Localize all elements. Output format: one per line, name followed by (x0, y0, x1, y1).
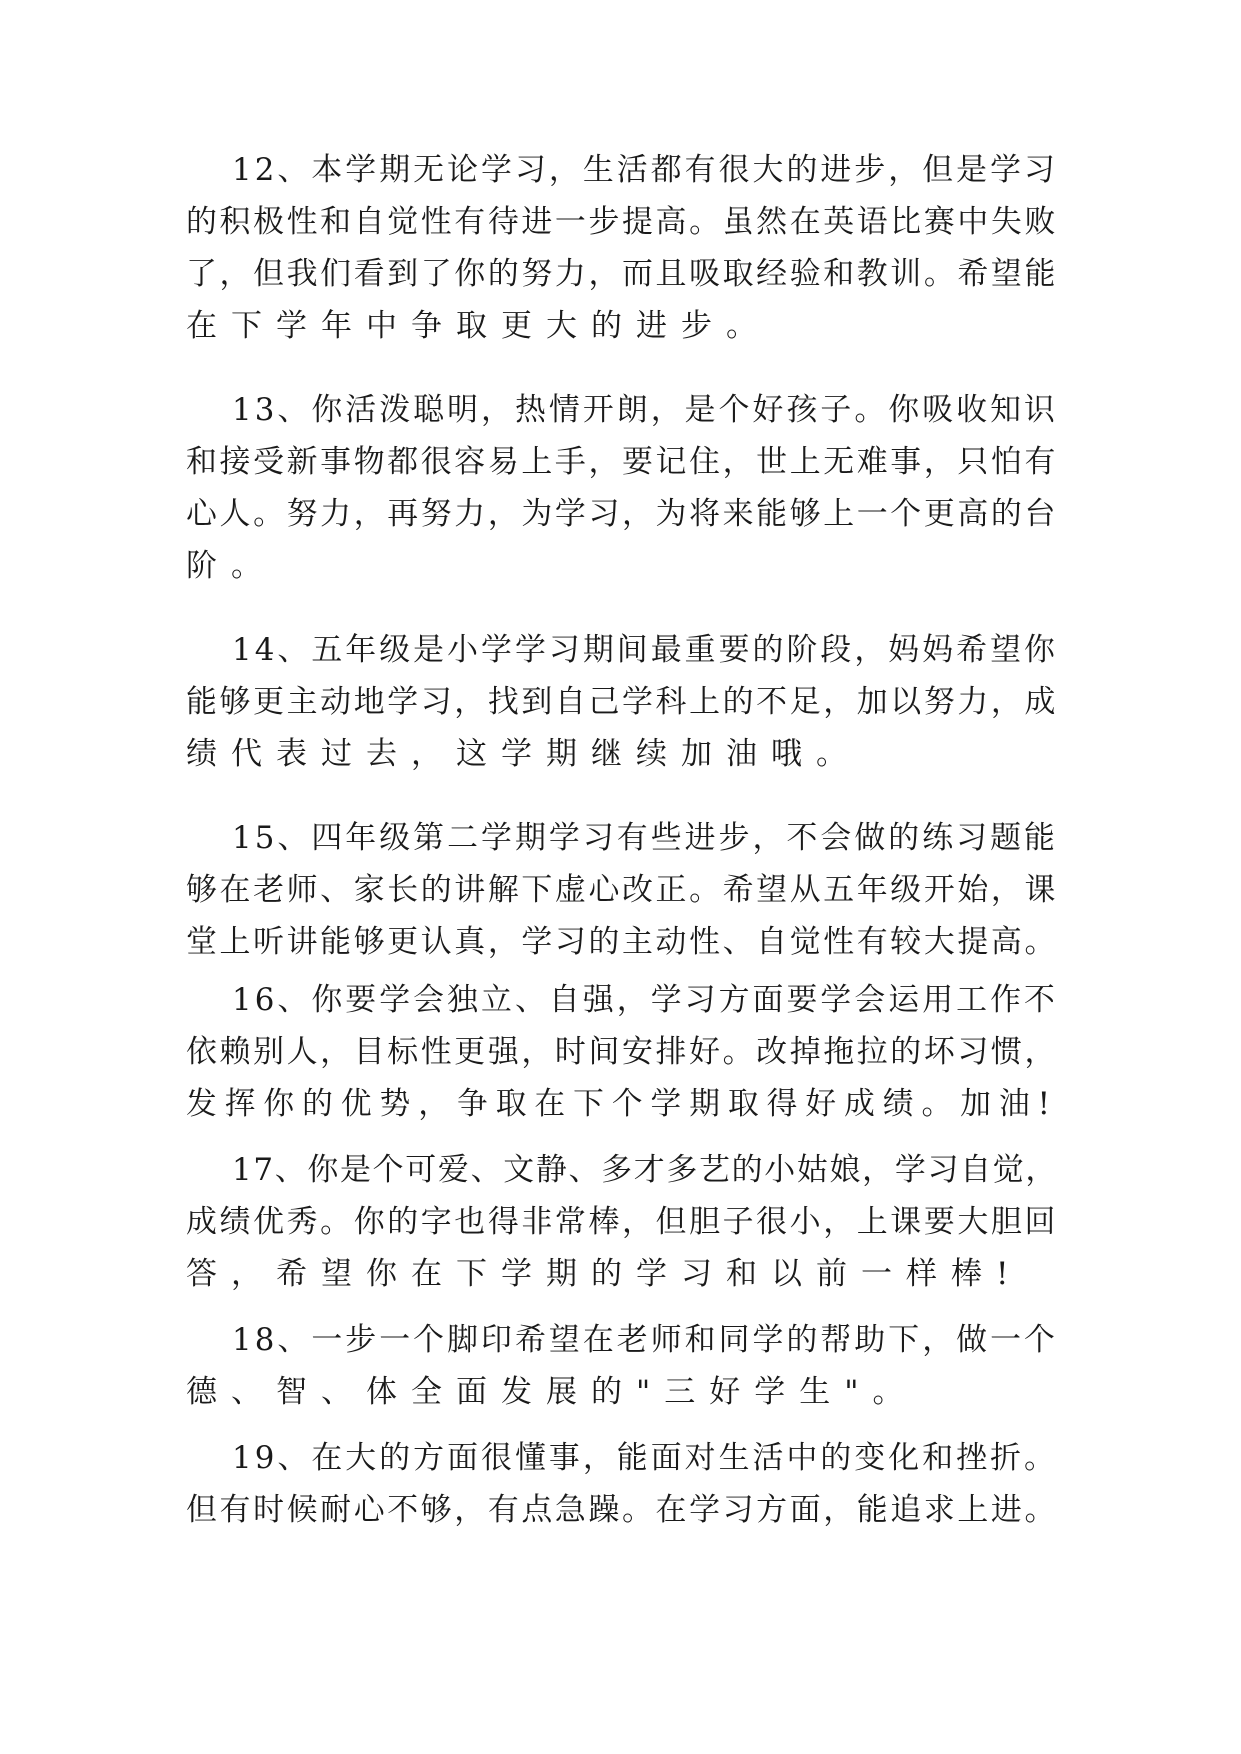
line-text: 能够更主动地学习，找到自己学科上的不足，加以努力，成 (186, 684, 1058, 720)
paragraph-12-line-2 (186, 200, 1061, 244)
line-text: 17、你是个可爱、文静、多才多艺的小姑娘，学习自觉， (232, 1152, 1058, 1188)
paragraph-12-line-3 (186, 252, 1061, 296)
paragraph-17-line-3 (186, 1252, 1022, 1296)
line-text: 依赖别人，目标性更强，时间安排好。改掉拖拉的坏习惯， (186, 1034, 1058, 1070)
paragraph-12-line-1 (232, 148, 1061, 192)
line-text: 在下学年中争取更大的进步。 (186, 308, 771, 344)
line-text: 13、你活泼聪明，热情开朗，是个好孩子。你吸收知识 (232, 392, 1058, 428)
paragraph-13-line-4 (186, 544, 276, 588)
paragraph-14-line-3 (186, 732, 861, 776)
line-text: 堂上听讲能够更认真，学习的主动性、自觉性有较大提高。 (186, 924, 1058, 960)
line-text: 绩代表过去，这学期继续加油哦。 (186, 736, 861, 772)
paragraph-15-line-3 (186, 920, 1061, 964)
line-text: 15、四年级第二学期学习有些进步，不会做的练习题能 (232, 820, 1058, 856)
paragraph-15-line-2 (186, 868, 1061, 912)
line-text: 18、一步一个脚印希望在老师和同学的帮助下，做一个 (232, 1322, 1058, 1358)
paragraph-16-line-1 (232, 978, 1061, 1022)
line-text: 12、本学期无论学习，生活都有很大的进步，但是学习 (232, 152, 1058, 188)
paragraph-18-line-2 (186, 1370, 918, 1414)
paragraph-19-line-1 (232, 1436, 1061, 1480)
line-text: 和接受新事物都很容易上手，要记住，世上无难事，只怕有 (186, 444, 1058, 480)
paragraph-18-line-1 (232, 1318, 1061, 1362)
paragraph-16-line-2 (186, 1030, 1061, 1074)
paragraph-16-line-3 (186, 1082, 1066, 1126)
line-text: 19、在大的方面很懂事，能面对生活中的变化和挫折。 (232, 1440, 1058, 1476)
paragraph-13-line-2 (186, 440, 1061, 484)
line-text: 答，希望你在下学期的学习和以前一样棒! (186, 1256, 1023, 1292)
line-text: 16、你要学会独立、自强，学习方面要学会运用工作不 (232, 982, 1058, 1018)
line-text: 心人。努力，再努力，为学习，为将来能够上一个更高的台 (186, 496, 1058, 532)
line-text: 德、智、体全面发展的"三好学生"。 (186, 1374, 918, 1410)
paragraph-17-line-1 (232, 1148, 1060, 1192)
paragraph-19-line-2 (186, 1488, 1061, 1532)
line-text: 够在老师、家长的讲解下虚心改正。希望从五年级开始，课 (186, 872, 1058, 908)
line-text: 阶。 (186, 548, 276, 584)
line-text: 但有时候耐心不够，有点急躁。在学习方面，能追求上进。 (186, 1492, 1058, 1528)
paragraph-14-line-2 (186, 680, 1061, 724)
line-text: 14、五年级是小学学习期间最重要的阶段，妈妈希望你 (232, 632, 1058, 668)
paragraph-13-line-1 (232, 388, 1061, 432)
paragraph-13-line-3 (186, 492, 1061, 536)
paragraph-17-line-2 (186, 1200, 1061, 1244)
line-text: 成绩优秀。你的字也得非常棒，但胆子很小，上课要大胆回 (186, 1204, 1058, 1240)
line-text: 发挥你的优势，争取在下个学期取得好成绩。加油! (186, 1086, 1058, 1122)
paragraph-12-line-4 (186, 304, 771, 348)
line-text: 了，但我们看到了你的努力，而且吸取经验和教训。希望能 (186, 256, 1058, 292)
paragraph-14-line-1 (232, 628, 1061, 672)
line-text: 的积极性和自觉性有待进一步提高。虽然在英语比赛中失败 (186, 204, 1058, 240)
paragraph-15-line-1 (232, 816, 1061, 860)
